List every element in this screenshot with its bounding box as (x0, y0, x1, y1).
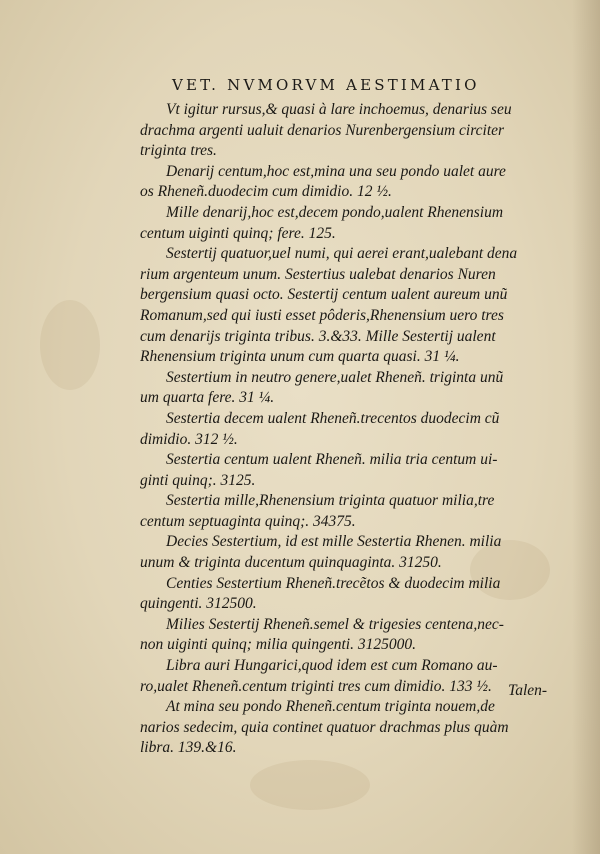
text-line: centum uiginti quinq; fere. 125. (140, 224, 336, 242)
text-line: quingenti. 312500. (140, 595, 257, 613)
text-line: Sestertium in neutro genere,ualet Rheneñ. triginta unũ (166, 368, 504, 386)
paper-stain (40, 300, 100, 390)
text-line: Milies Sestertij Rheneñ.semel & trigesies centena,nec- (166, 615, 504, 633)
paragraph (140, 450, 555, 491)
text-line: centum septuaginta quinq;. 34375. (140, 512, 356, 530)
text-line: Sestertia mille,Rhenensium triginta quatuor milia,tre (166, 492, 495, 510)
catchword: Talen- (508, 682, 548, 699)
paragraph (140, 491, 555, 532)
body-text (140, 100, 555, 759)
paragraph (140, 615, 555, 656)
text-line: Sestertia centum ualent Rheneñ. milia tria centum ui- (166, 451, 498, 469)
text-line: narios sedecim, quia continet quatuor drachmas plus quàm (140, 718, 509, 736)
paragraph (140, 203, 555, 244)
text-line: At mina seu pondo Rheneñ.centum triginta nouem,de (166, 698, 495, 716)
text-line: ginti quinq;. 3125. (140, 471, 256, 489)
text-line: Rhenensium triginta unum cum quarta quasi. 31 ¼. (140, 348, 460, 366)
text-line: Sestertij quatuor,uel numi, qui aerei erant,ualebant dena (166, 245, 518, 263)
paragraph (140, 162, 555, 203)
text-line: cum denarijs triginta tribus. 3.&33. Mille Sestertij ualent (140, 327, 496, 345)
paragraph (140, 368, 555, 409)
paragraph (140, 574, 555, 615)
text-line: Libra auri Hungarici,quod idem est cum Romano au- (166, 657, 498, 675)
paragraph (140, 409, 555, 450)
text-line: rium argenteum unum. Sestertius ualebat denarios Nuren (140, 265, 496, 283)
paragraph (140, 697, 555, 759)
text-line: os Rheneñ.duodecim cum dimidio. 12 ½. (140, 183, 392, 201)
text-line: dimidio. 312 ½. (140, 430, 238, 448)
text-line: Denarij centum,hoc est,mina una seu pondo ualet aure (166, 162, 506, 180)
text-line: Vt igitur rursus,& quasi à lare inchoemus, denarius seu (166, 101, 512, 118)
text-line: libra. 139.&16. (140, 739, 237, 757)
text-line: Romanum,sed qui iusti esset pôderis,Rhenensium uero tres (140, 306, 504, 324)
text-line: unum & triginta ducentum quinquaginta. 31250. (140, 554, 442, 572)
paragraph (140, 532, 555, 573)
paragraph (140, 656, 555, 697)
paragraph (140, 100, 555, 162)
running-head: VET. NVMORVM AESTIMATIO (172, 76, 480, 94)
text-line: Mille denarij,hoc est,decem pondo,ualent Rhenensium (166, 203, 504, 221)
text-line: non uiginti quinq; milia quingenti. 3125000. (140, 636, 416, 654)
text-line: Decies Sestertium, id est mille Sestertia Rhenen. milia (166, 533, 502, 551)
text-line: um quarta fere. 31 ¼. (140, 389, 275, 407)
page-edge-shadow (572, 0, 600, 854)
text-line: ro,ualet Rheneñ.centum triginti tres cum dimidio. 133 ½. (140, 677, 492, 695)
text-line: triginta tres. (140, 142, 217, 160)
text-line: Centies Sestertium Rheneñ.trecẽtos & duodecim milia (166, 574, 501, 592)
paper-stain (250, 760, 370, 810)
paragraph (140, 244, 555, 368)
text-line: bergensium quasi octo. Sestertij centum ualent aureum unũ (140, 286, 508, 304)
text-line: drachma argenti ualuit denarios Nurenbergensium circiter (140, 121, 505, 139)
text-line: Sestertia decem ualent Rheneñ.trecentos duodecim cũ (166, 409, 500, 427)
